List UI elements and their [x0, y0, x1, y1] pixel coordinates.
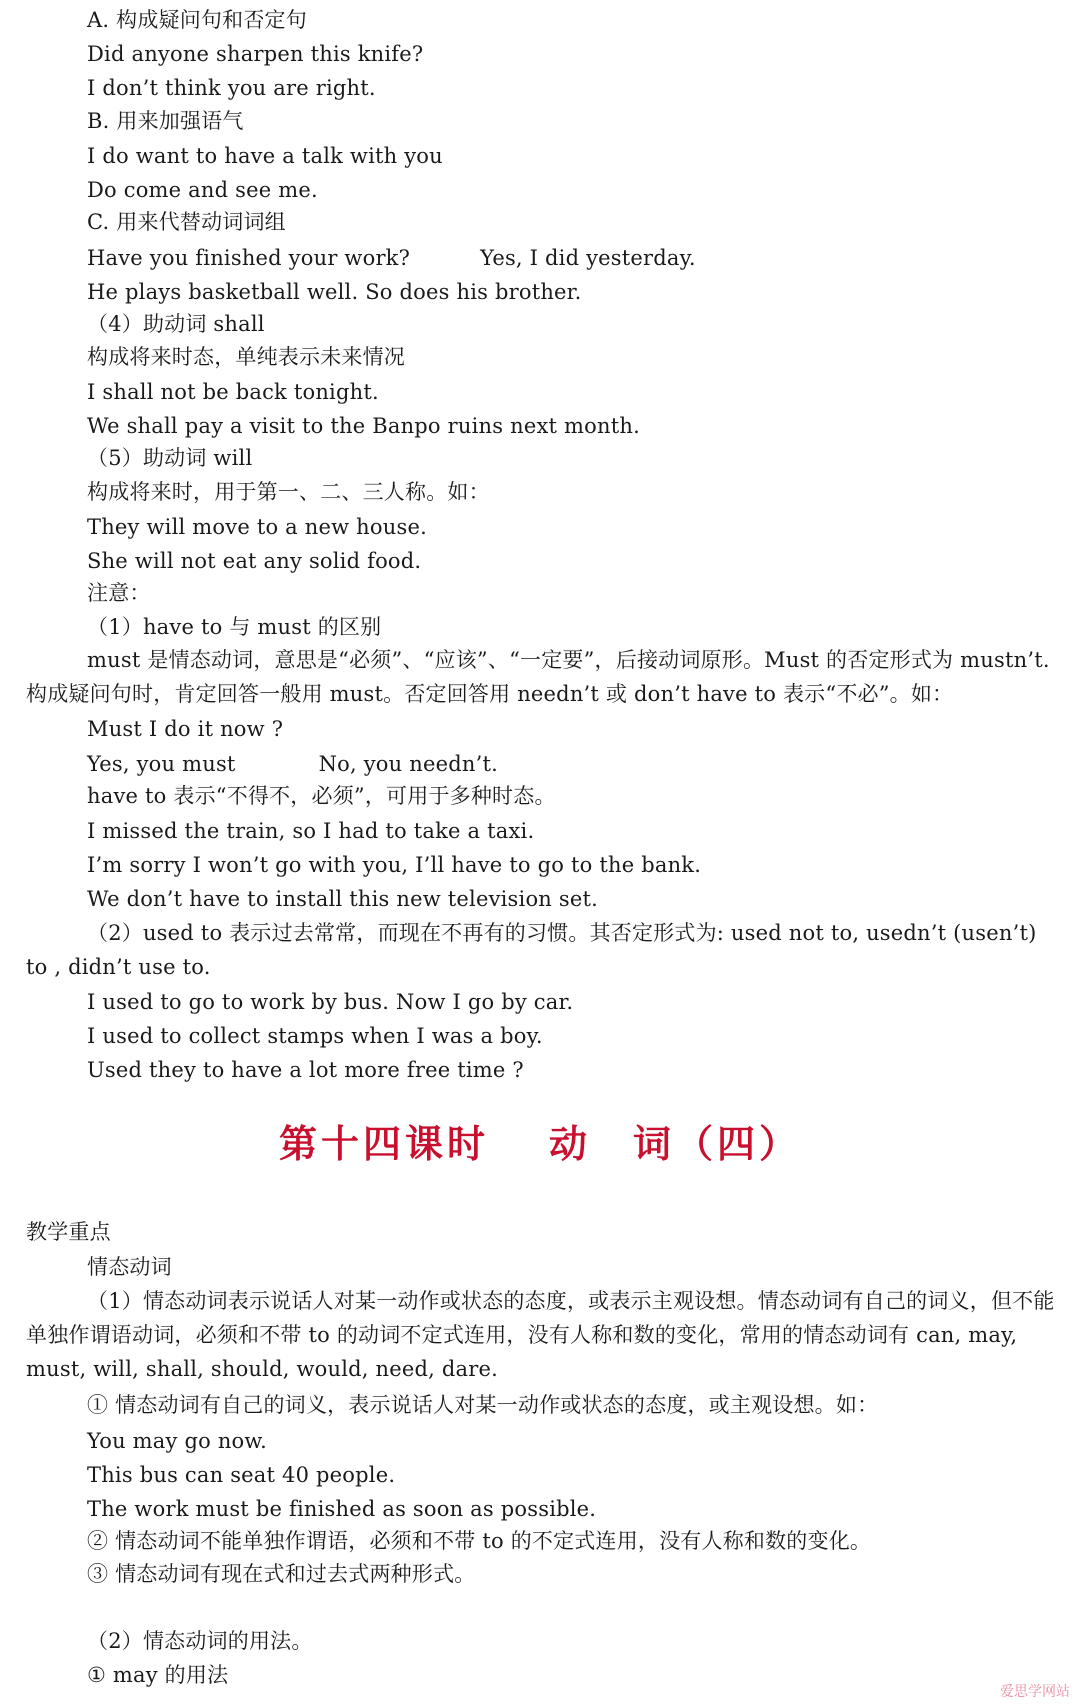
text-line: have to 表示“不得不，必须”，可用于多种时态。	[87, 784, 556, 808]
paragraph-used-to: （2）used to 表示过去常常，而现在不再有的习惯。其否定形式为: used not to, usedn’t (usen’t) to , didn’t use to.	[26, 921, 1037, 979]
text-line: We shall pay a visit to the Banpo ruins next month.	[87, 414, 640, 438]
text-answer-yes: Yes, you must	[87, 752, 236, 776]
text-line: ③ 情态动词有现在式和过去式两种形式。	[87, 1562, 476, 1586]
text-line: ② 情态动词不能单独作谓语，必须和不带 to 的不定式连用，没有人称和数的变化。	[87, 1529, 872, 1553]
text-line	[87, 245, 1062, 271]
section-heading: 教学重点	[26, 1220, 111, 1244]
text-line: I missed the train, so I had to take a taxi.	[87, 819, 535, 843]
text-line: I used to collect stamps when I was a boy.	[87, 1024, 543, 1048]
text-line: ① 情态动词有自己的词义，表示说话人对某一动作或状态的态度，或主观设想。如：	[87, 1393, 879, 1417]
text-line: （5）助动词 will	[87, 446, 253, 470]
lesson-title	[0, 1120, 1080, 1168]
paragraph-must: must 是情态动词，意思是“必须”、“应该”、“一定要”，后接动词原形。Must 的否定形式为 mustn’t. 构成疑问句时，肯定回答一般用 must。否定回答用 needn’t 或 don’t have to 表示“不必”。如：	[26, 648, 1050, 706]
text-line: She will not eat any solid food.	[87, 549, 422, 573]
text-line: Did anyone sharpen this knife?	[87, 42, 424, 66]
text-line: They will move to a new house.	[87, 515, 427, 539]
text-line: ① may 的用法	[87, 1663, 229, 1687]
paragraph-modal-verbs: （1）情态动词表示说话人对某一动作或状态的态度，或表示主观设想。情态动词有自己的词义，但不能单独作谓语动词，必须和不带 to 的动词不定式连用，没有人称和数的变化，常用的情态动词有 can, may, must, will, shall, should, would, need, dare.	[26, 1289, 1055, 1381]
text-line: I don’t think you are right.	[87, 76, 376, 100]
text-line: 构成将来时，用于第一、二、三人称。如：	[87, 480, 490, 504]
text-line: C. 用来代替动词词组	[87, 210, 286, 234]
text-line: A. 构成疑问句和否定句	[87, 8, 307, 32]
text-line: Used they to have a lot more free time ?	[87, 1058, 524, 1082]
text-line: We don’t have to install this new television set.	[87, 887, 599, 911]
text-line: Must I do it now ?	[87, 717, 284, 741]
text-question: Have you finished your work?	[87, 246, 411, 270]
lesson-title-topic: 动 词（四）	[549, 1121, 802, 1166]
sub-heading: 情态动词	[87, 1255, 172, 1279]
text-line: The work must be finished as soon as possible.	[87, 1497, 597, 1521]
lesson-title-number: 第十四课时	[278, 1121, 489, 1166]
text-answer: Yes, I did yesterday.	[480, 246, 696, 270]
text-line	[87, 751, 1062, 777]
site-watermark: 爱思学网站	[1000, 1684, 1070, 1700]
text-line: B. 用来加强语气	[87, 109, 244, 133]
text-line: 注意：	[87, 581, 151, 605]
text-line: I’m sorry I won’t go with you, I’ll have to go to the bank.	[87, 853, 702, 877]
text-line: I shall not be back tonight.	[87, 380, 379, 404]
text-line: （2）情态动词的用法。	[87, 1629, 313, 1653]
text-line: 构成将来时态，单纯表示未来情况	[87, 345, 405, 369]
text-line: （1）have to 与 must 的区别	[87, 615, 382, 639]
text-line: I do want to have a talk with you	[87, 144, 443, 168]
text-line: He plays basketball well. So does his brother.	[87, 280, 582, 304]
text-answer-no: No, you needn’t.	[318, 752, 498, 776]
text-line: I used to go to work by bus. Now I go by car.	[87, 990, 574, 1014]
text-line: This bus can seat 40 people.	[87, 1463, 396, 1487]
text-line: You may go now.	[87, 1429, 267, 1453]
text-line: （4）助动词 shall	[87, 312, 265, 336]
text-line: Do come and see me.	[87, 178, 318, 202]
